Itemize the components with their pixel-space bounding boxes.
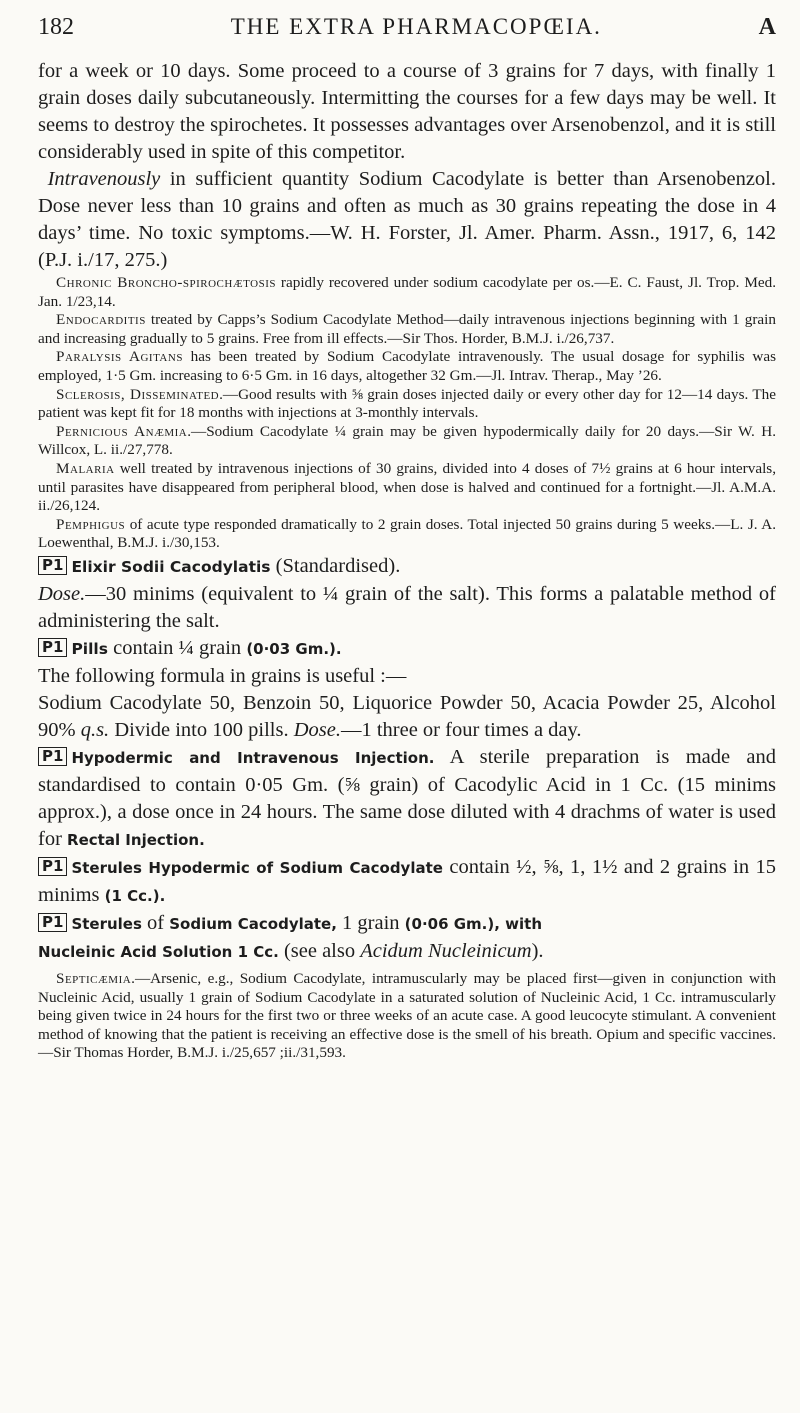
proprietary-mark-icon: P1 [38, 556, 67, 575]
proprietary-mark-icon: P1 [38, 913, 67, 932]
entry-endocarditis: Endocarditis treated by Capps’s Sodium Cacodylate Method—daily intravenous injections beginning with 1 grain and increasing gradually to 5 grains. Free from ill effects.—Sir Thos. Horder, B.M.J. i./26,737. [38, 311, 776, 347]
proprietary-mark-icon: P1 [38, 747, 67, 766]
entry-sclerosis: Sclerosis, Disseminated.—Good results with ⅝ grain doses injected daily or every other day for 12—14 days. The patient was kept fit for 18 months with injections at 3-monthly intervals. [38, 385, 776, 422]
proprietary-mark-icon: P1 [38, 638, 67, 657]
page [38, 14, 776, 1063]
page-number: 182 [38, 14, 74, 40]
sterules-hypodermic-section: P1 Sterules Hypodermic of Sodium Cacodylate contain ½, ⅝, 1, 1½ and 2 grains in 15 minims (1 Cc.). [38, 855, 777, 906]
entry-anaemia: Pernicious Anæmia.—Sodium Cacodylate ¼ grain may be given hypodermically daily for 20 days.—Sir W. H. Willcox, L. ii./27,778. [38, 422, 777, 459]
pills-section: P1 Pills contain ¼ grain (0·03 Gm.). The following formula in grains is useful :— Sodium Cacodylate 50, Benzoin 50, Liquorice Powder 50, Acacia Powder 25, Alcohol 90% q.s. Divide into 100 pills. Dose.—1 three or four times a day. [38, 636, 776, 741]
intro-paragraph: for a week or 10 days. Some proceed to a course of 3 grains for 7 days, with finally 1 grain doses daily subcutaneously. Intermitting the courses for a few days may be well. It seems to destroy the spirochetes. It possesses advantages over Arsenobenzol, and it is still considerably used in spite of this competitor. [38, 60, 776, 163]
hypodermic-section: P1 Hypodermic and Intravenous Injection. A sterile preparation is made and standardised to contain 0·05 Gm. (⅝ grain) of Cacodylic Acid in 1 Cc. (15 minims approx.), a dose once in 24 hours. The same dose diluted with 4 drachms of water is used for Rectal Injection. [38, 745, 776, 850]
running-header [38, 14, 776, 58]
proprietary-mark-icon: P1 [38, 857, 67, 876]
intravenous-paragraph: Intravenously in sufficient quantity Sodium Cacodylate is better than Arsenobenzol. Dose never less than 10 grains and often as much as 30 grains repeating the dose in 4 days’ time. No toxic symptoms.—W. H. Forster, Jl. Amer. Pharm. Assn., 1917, 6, 142 (P.J. i./17, 275.) [38, 168, 776, 271]
entry-pemphigus: Pemphigus of acute type responded dramatically to 2 grain doses. Total injected 50 grains during 5 weeks.—L. J. A. Loewenthal, B.M.J. i./30,153. [38, 515, 776, 552]
entry-broncho: Chronic Broncho-spirochætosis rapidly recovered under sodium cacodylate per os.—E. C. Faust, Jl. Trop. Med. Jan. 1/23,14. [38, 274, 776, 310]
section-letter: A [758, 14, 776, 40]
entry-malaria: Malaria well treated by intravenous injections of 30 grains, divided into 4 doses of 7½ grains at 6 hour intervals, until parasites have disappeared from peripheral blood, when dose is halved and continued for a fortnight.—Jl. A.M.A. ii./26,124. [38, 459, 776, 515]
clinical-entries [38, 274, 776, 553]
entry-septicaemia: Septicæmia.—Arsenic, e.g., Sodium Cacodylate, intramuscularly may be placed first—given in conjunction with Nucleinic Acid, usually 1 grain of Sodium Cacodylate in a saturated solution of Nucleinic Acid, 1 Cc. intramuscularly being given twice in 24 hours for the first two or three weeks of an acute case. A good leucocyte stimulant. A convenient method of knowing that the patient is receiving an effective dose is the smell of his breath. Opium and specific vaccines.—Sir Thomas Horder, B.M.J. i./25,657 ;ii./31,593. [38, 969, 776, 1062]
entry-paralysis: Paralysis Agitans has been treated by Sodium Cacodylate intravenously. The usual dosage for syphilis was employed, 1·5 Gm. increasing to 6·5 Gm. in 16 days, altogether 32 Gm.—Jl. Intrav. Therap., May ’26. [38, 348, 776, 384]
elixir-section: P1 Elixir Sodii Cacodylatis (Standardised). Dose.—30 minims (equivalent to ¼ grain of the salt). This forms a palatable method of administering the salt. [38, 554, 776, 632]
sterules-nucleinic-section: P1 Sterules of Sodium Cacodylate, 1 grain (0·06 Gm.), with Nucleinic Acid Solution 1 Cc. (see also Acidum Nucleinicum). [38, 911, 544, 962]
running-title: THE EXTRA PHARMACOPŒIA. [230, 14, 602, 39]
